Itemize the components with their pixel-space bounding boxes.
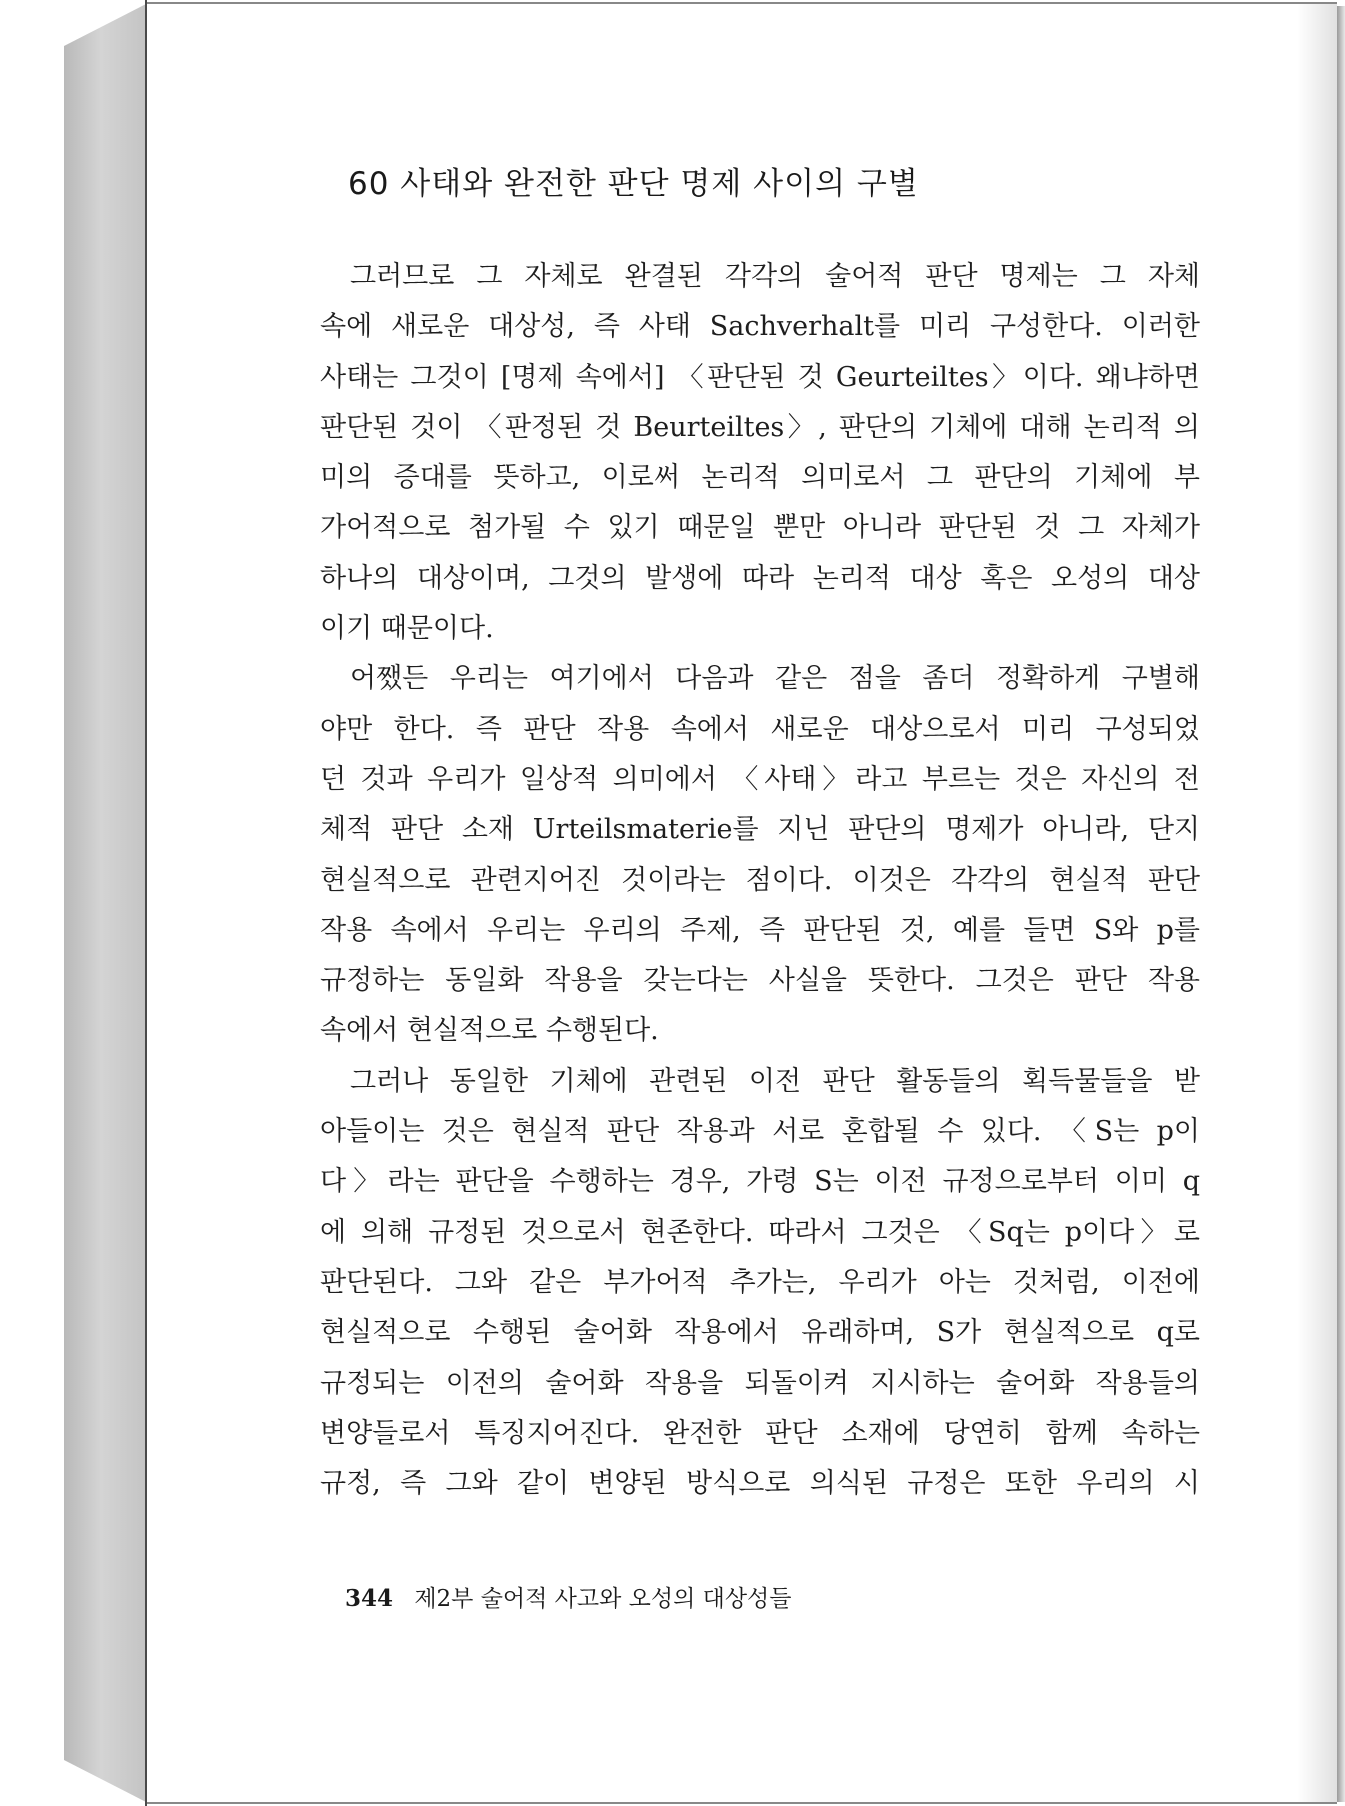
text-line: 사태는 그것이 [명제 속에서] 〈판단된 것 Geurteiltes〉이다. 왜냐하면 <box>320 361 1200 393</box>
text-line: 규정되는 이전의 술어화 작용을 되돌이켜 지시하는 술어화 작용들의 <box>320 1367 1200 1399</box>
page-number: 344 <box>345 1585 394 1612</box>
text-line: 어쨌든 우리는 여기에서 다음과 같은 점을 좀더 정확하게 구별해 <box>350 663 1200 695</box>
text-line: 규정하는 동일화 작용을 갖는다는 사실을 뜻한다. 그것은 판단 작용 <box>320 965 1200 997</box>
text-line: 에 의해 규정된 것으로서 현존한다. 따라서 그것은 〈Sq는 p이다〉로 <box>320 1216 1200 1248</box>
text-line: 속에 새로운 대상성, 즉 사태 Sachverhalt를 미리 구성한다. 이러한 <box>320 311 1200 343</box>
text-line: 규정, 즉 그와 같이 변양된 방식으로 의식된 규정은 또한 우리의 시 <box>320 1468 1200 1500</box>
text-line: 던 것과 우리가 일상적 의미에서 〈사태〉라고 부르는 것은 자신의 전 <box>320 763 1200 795</box>
section-heading: 60 사태와 완전한 판단 명제 사이의 구별 <box>348 166 919 202</box>
text-line: 판단된 것이 〈판정된 것 Beurteiltes〉, 판단의 기체에 대해 논리적 의 <box>320 411 1200 443</box>
body-text <box>320 252 1200 1509</box>
text-line: 체적 판단 소재 Urteilsmaterie를 지닌 판단의 명제가 아니라, 단지 <box>320 814 1200 846</box>
text-line: 그러나 동일한 기체에 관련된 이전 판단 활동들의 획득물들을 받 <box>350 1065 1200 1097</box>
page-shade <box>1297 4 1337 1802</box>
page-footer <box>345 1580 791 1613</box>
text-line: 가어적으로 첨가될 수 있기 때문일 뿐만 아니라 판단된 것 그 자체가 <box>320 512 1200 544</box>
text-line: 현실적으로 관련지어진 것이라는 점이다. 이것은 각각의 현실적 판단 <box>320 864 1200 896</box>
text-line: 판단된다. 그와 같은 부가어적 추가는, 우리가 아는 것처럼, 이전에 <box>320 1266 1200 1298</box>
text-line: 아들이는 것은 현실적 판단 작용과 서로 혼합될 수 있다. 〈S는 p이 <box>320 1116 1200 1148</box>
text-line: 하나의 대상이며, 그것의 발생에 따라 논리적 대상 혹은 오성의 대상 <box>320 562 1200 594</box>
text-line: 다〉라는 판단을 수행하는 경우, 가령 S는 이전 규정으로부터 이미 q <box>320 1166 1200 1198</box>
book-spine <box>64 4 146 1802</box>
text-line: 현실적으로 수행된 술어화 작용에서 유래하며, S가 현실적으로 q로 <box>320 1317 1200 1349</box>
text-line: 작용 속에서 우리는 우리의 주제, 즉 판단된 것, 예를 들면 S와 p를 <box>320 914 1200 946</box>
text-line: 미의 증대를 뜻하고, 이로써 논리적 의미로서 그 판단의 기체에 부 <box>320 462 1200 494</box>
page-edge-shadow <box>1337 6 1345 1802</box>
text-line: 이기 때문이다. <box>320 613 494 645</box>
running-section-title: 제2부 술어적 사고와 오성의 대상성들 <box>414 1586 792 1612</box>
text-line: 속에서 현실적으로 수행된다. <box>320 1015 659 1047</box>
text-line: 변양들로서 특징지어진다. 완전한 판단 소재에 당연히 함께 속하는 <box>320 1417 1200 1449</box>
text-line: 야만 한다. 즉 판단 작용 속에서 새로운 대상으로서 미리 구성되었 <box>320 713 1200 745</box>
text-line: 그러므로 그 자체로 완결된 각각의 술어적 판단 명제는 그 자체 <box>350 261 1200 292</box>
